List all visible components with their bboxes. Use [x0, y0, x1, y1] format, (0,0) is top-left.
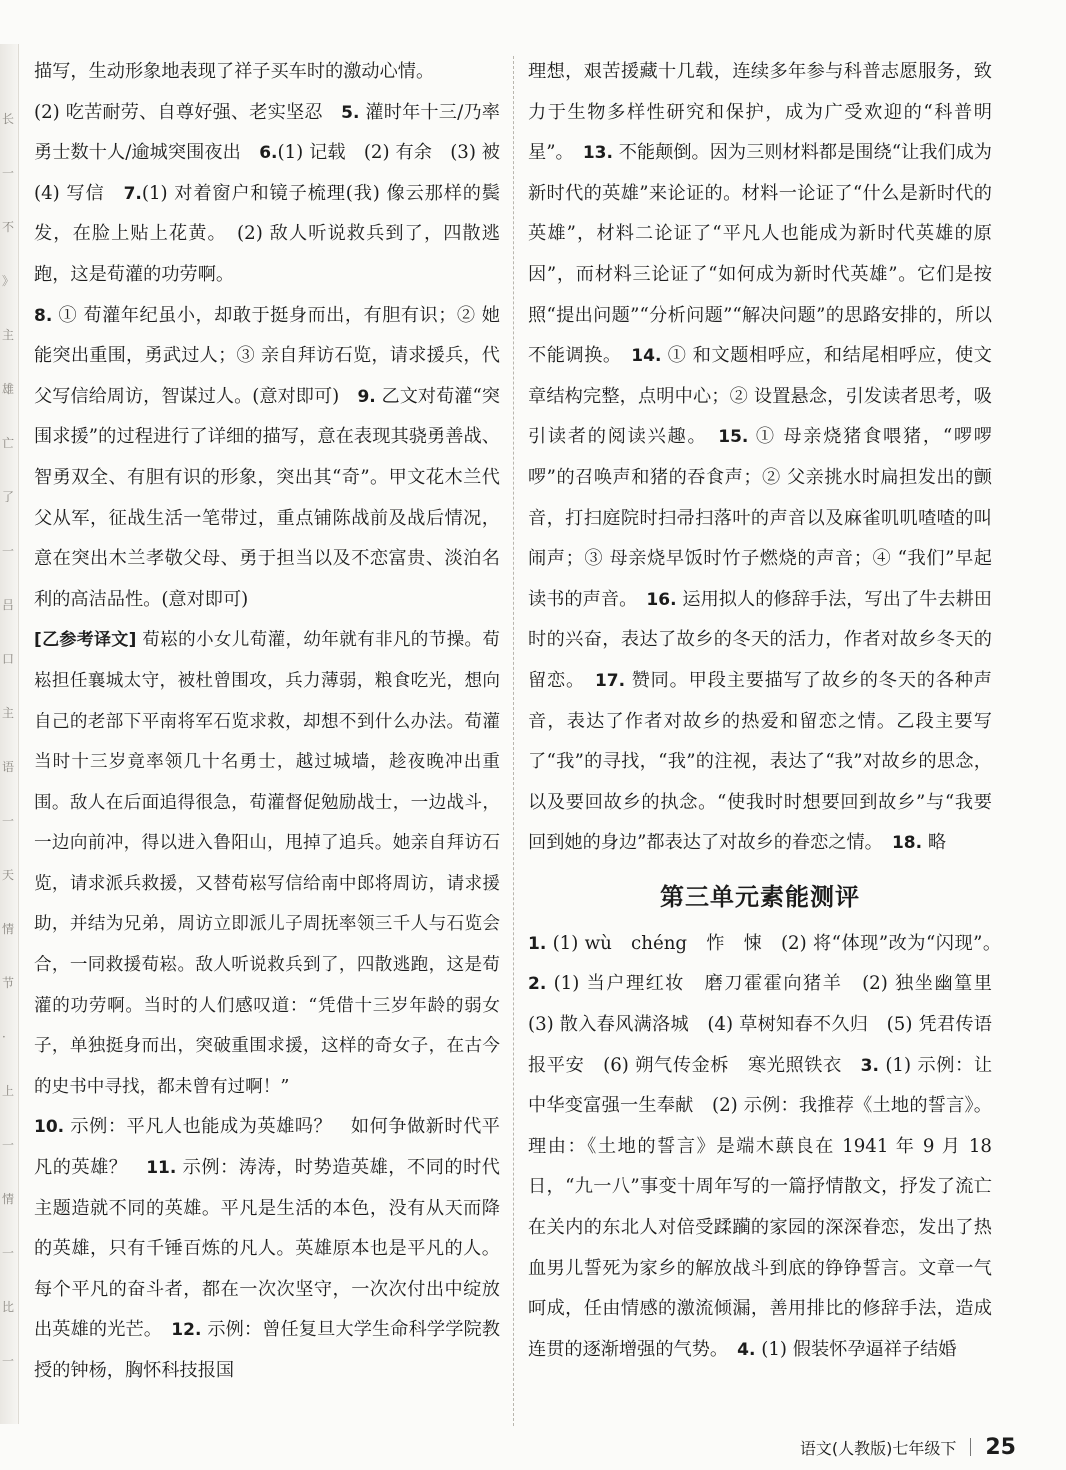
- unit3-answers: [528, 924, 1011, 1371]
- answer-16-text: 运用拟人的修辞手法，写出了牛去耕田时的兴奋，表达了故乡的冬天的活力，作者对故乡冬天的留恋。: [528, 588, 992, 691]
- answer-9-text: 乙文对荀灌“突围求援”的过程进行了详细的描写，意在表现其骁勇善战、智勇双全、有胆有识的形象，突出其“奇”。甲文花木兰代父从军，征战生活一笔带过，重点铺陈战前及战后情况，意在突出木兰孝敬父母、勇于担当以及不恋富贵、淡泊名利的高洁品性。(意对即可): [34, 385, 500, 610]
- right-column: [528, 52, 1011, 1370]
- answer-12-continuation: 理想，艰苦援藏十几载，连续多年参与科普志愿服务，致力于生物多样性研究和保护，成为广受欢迎的“科普明星”。: [528, 61, 992, 164]
- left-column: [34, 52, 519, 1392]
- answer-4-text: (2) 吃苦耐劳、自尊好强、老实坚忍: [34, 101, 342, 123]
- answers-8-to-9: [34, 296, 500, 621]
- binding-gutter: [0, 44, 19, 1424]
- unit3-question-number-3: 3.: [860, 1055, 879, 1076]
- answer-15-text: ① 母亲烧猪食喂猪，“啰啰啰”的召唤声和猪的吞食声；② 父亲挑水时扁担发出的颤音，打扫庭院时扫帚扫落叶的声音以及麻雀叽叽喳喳的叫闹声；③ 母亲烧早饭时竹子燃烧的声音；④ “我们”早起读书的声音。: [528, 426, 992, 610]
- unit3-answer-2-text: (1) 当户理红妆 磨刀霍霍向猪羊 (2) 独坐幽篁里 (3) 散入春风满洛城 (4) 草树知春不久归 (5) 凭君传语报平安 (6) 朔气传金柝 寒光照铁衣: [528, 973, 1011, 1076]
- page-number: 25: [985, 1434, 1016, 1460]
- question-number-17: 17.: [594, 670, 626, 691]
- question-number-18: 18.: [891, 833, 923, 854]
- column-divider: [513, 56, 514, 1426]
- answers-4-to-7: [34, 93, 519, 296]
- question-number-13: 13.: [582, 143, 613, 164]
- reference-translation-label: [乙参考译文]: [34, 630, 137, 651]
- answer-12-text: 示例：曾任复旦大学生命科学学院教授的钟杨，胸怀科技报国: [34, 1319, 500, 1381]
- answer-17-text: 赞同。甲段主要描写了故乡的冬天的各种声音，表达了作者对故乡的热爱和留恋之情。乙段主要写了“我”的寻找，“我”的注视，表达了“我”对故乡的思念，以及要回故乡的执念。“使我时时想要回到故乡”与“我要回到她的身边”都表达了对故乡的眷恋之情。: [528, 669, 992, 854]
- question-number-8: 8.: [34, 305, 53, 326]
- answers-12-to-18: [528, 52, 992, 864]
- unit3-answer-3-text: (1) 示例：让中华变富强一生奉献 (2) 示例：我推荐《土地的誓言》。理由：《土地的誓言》是端木蕻良在 1941 年 9 月 18 日，“九一八”事变十周年写的一篇抒情散文，抒发了流亡在关内的东北人对倍受蹂躏的家园的深深眷恋，发出了热血男儿誓死为家乡的解放战斗到底的铮铮誓言。文章一气呵成，任由情感的激流倾漏，善用排比的修辞手法，造成连贯的逐渐增强的气势。: [528, 1054, 993, 1360]
- question-number-11: 11.: [146, 1158, 177, 1179]
- unit3-question-number-4: 4.: [737, 1339, 756, 1360]
- question-number-7: 7.: [123, 183, 142, 204]
- gutter-text: 长 一 不 》 主 雄 亡 了 一 吕 口 主 语 一 天 情 节 · 上 一 情 一 比 一: [2, 112, 15, 1368]
- answer-8-text: ① 荀灌年纪虽小，却敢于挺身而出，有胆有识；② 她能突出重围，勇武过人；③ 亲自拜访石览，请求援兵，代父写信给周访，智谋过人。(意对即可): [34, 304, 500, 407]
- question-number-9: 9.: [357, 386, 376, 407]
- section-heading: 第三单元素能测评: [660, 882, 860, 911]
- answer-13-text: 不能颠倒。因为三则材料都是围绕“让我们成为新时代的英雄”来论证的。材料一论证了“什么是新时代的英雄”，材料二论证了“平凡人也能成为新时代英雄的原因”，而材料三论证了“如何成为新时代英雄”。它们是按照“提出问题”“分析问题”“解决问题”的思路安排的，所以不能调换。: [528, 142, 992, 367]
- page-footer: [800, 1432, 1016, 1462]
- question-number-15: 15.: [718, 427, 749, 448]
- answer-10-text: 示例：平凡人也能成为英雄吗？ 如何争做新时代平凡的英雄？: [34, 1116, 500, 1179]
- answer-6-text: (1) 记载 (2) 有余 (3) 被 (4) 写信: [34, 142, 519, 204]
- question-number-16: 16.: [646, 589, 677, 610]
- unit3-answer-1-text: (1) wù chéng 怍 悚 (2) 将“体现”改为“闪现”。: [546, 932, 1011, 954]
- question-number-6: 6.: [259, 143, 278, 164]
- answer-18-text: 略: [922, 832, 947, 854]
- unit3-answer-4-text: (1) 假装怀孕逼祥子结婚: [755, 1338, 957, 1360]
- answer-14-text: ① 和文题相呼应，和结尾相呼应，使文章结构完整，点明中心；② 设置悬念，引发读者思考，吸引读者的阅读兴趣。: [528, 345, 992, 448]
- answer-7-text: (1) 对着窗户和镜子梳理(我) 像云那样的鬓发，在脸上贴上花黄。 (2) 敌人听说救兵到了，四散逃跑，这是荀灌的功劳啊。: [34, 182, 500, 285]
- question-number-10: 10.: [34, 1117, 65, 1138]
- unit3-question-number-1: 1.: [528, 933, 547, 954]
- question-number-14: 14.: [631, 346, 662, 367]
- answers-10-to-12: [34, 1107, 500, 1391]
- book-title: 语文(人教版)七年级下: [799, 1438, 957, 1458]
- question-number-12: 12.: [171, 1320, 202, 1341]
- reference-translation: [34, 620, 500, 1107]
- answer-11-text: 示例：涛涛，时势造英雄，不同的时代主题造就不同的英雄。平凡是生活的本色，没有从天而降的英雄，只有千锤百炼的凡人。英雄原本也是平凡的人。每个平凡的奋斗者，都在一次次坚守，一次次付出中绽放出英雄的光芒。: [34, 1157, 500, 1341]
- answer-4-continuation: 描写，生动形象地表现了祥子买车时的激动心情。: [34, 61, 435, 82]
- answer-5-text: 灌时年十三/乃率勇士数十人/逾城突围夜出: [34, 101, 500, 164]
- unit3-question-number-2: 2.: [528, 974, 547, 995]
- question-number-5: 5.: [341, 102, 360, 123]
- footer-divider: [970, 1438, 971, 1456]
- reference-translation-text: 荀崧的小女儿荀灌，幼年就有非凡的节操。荀崧担任襄城太守，被杜曾围攻，兵力薄弱，粮食吃光，想向自己的老部下平南将军石览求救，却想不到什么办法。荀灌当时十三岁竟率领几十名勇士，越过城墙，趁夜晚冲出重围。敌人在后面追得很急，荀灌督促勉励战士，一边战斗，一边向前冲，得以进入鲁阳山，甩掉了追兵。她亲自拜访石览，请求派兵救援，又替荀崧写信给南中郎将周访，请求援助，并结为兄弟，周访立即派儿子周抚率领三千人与石览会合，一同救援荀崧。敌人听说救兵到了，四散逃跑，这是荀灌的功劳啊。当时的人们感叹道：“凭借十三岁年龄的弱女子，单独挺身而出，突破重围求援，这样的奇女子，在古今的史书中寻找，都未曾有过啊！”: [34, 630, 500, 1097]
